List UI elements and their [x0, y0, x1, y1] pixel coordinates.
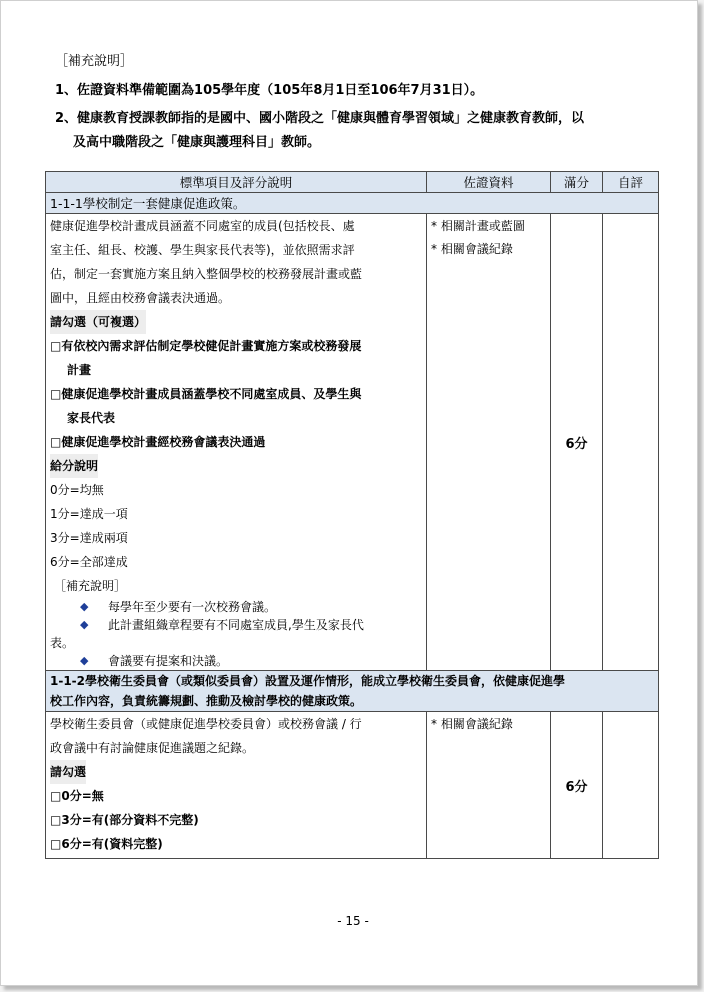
section-1-1-2-evidence [427, 712, 551, 859]
page-number: - 15 - [337, 914, 369, 928]
diamond-bullet-icon: ◆ [80, 654, 89, 667]
section-1-1-1-self-score[interactable] [603, 214, 659, 671]
desc-line: 政會議中有討論健康促進議題之紀錄。 [50, 741, 255, 755]
section-1-1-2-title-line1: 1-1-2學校衛生委員會（或類似委員會）設置及運作情形，能成立學校衛生委員會，依健康促進學 [50, 674, 566, 688]
scoring-item: 0分=均無 [50, 483, 104, 497]
evidence-item: * 相關會議紀錄 [431, 717, 513, 731]
scoring-item: 1分=達成一項 [50, 507, 128, 521]
section-1-1-1-full-score: 6分 [551, 214, 603, 671]
section-1-1-2-description [46, 712, 427, 859]
supplement-line-1: 1、佐證資料準備範圍為105學年度（105年8月1日至106年7月31日）。 [55, 83, 484, 98]
select-label: 請勾選 [50, 760, 86, 784]
section-1-1-2-title-line2: 校工作內容，負責統籌規劃、推動及檢討學校的健康政策。 [50, 694, 363, 708]
option-checkbox-1[interactable]: □有依校內需求評估制定學校健促計畫實施方案或校務發展 [50, 339, 362, 353]
scoring-item: 6分=全部達成 [50, 555, 128, 569]
diamond-bullet-icon: ◆ [80, 618, 89, 631]
section-1-1-1-row [46, 214, 659, 671]
supplement-line-2: 2、健康教育授課教師指的是國中、國小階段之「健康與體育學習領域」之健康教育教師，以 [55, 111, 585, 126]
evidence-item: * 相關會議紀錄 [431, 242, 513, 256]
section-1-1-2-full-score: 6分 [551, 712, 603, 859]
section-1-1-1-description [46, 214, 427, 671]
option-checkbox-3[interactable]: □3分=有(部分資料不完整) [50, 813, 199, 827]
section-1-1-1-title-row [46, 193, 659, 214]
table-header-row [46, 172, 659, 193]
option-2-cont: 家長代表 [67, 411, 116, 425]
header-self-score: 自評 [603, 172, 659, 193]
header-full-score: 滿分 [551, 172, 603, 193]
scoring-label: 給分說明 [50, 454, 98, 478]
desc-line: 估，制定一套實施方案且納入整個學校的校務發展計畫或藍 [50, 267, 363, 281]
section-1-1-2-row [46, 712, 659, 859]
section-1-1-1-title: 1-1-1學校制定一套健康促進政策。 [46, 193, 659, 214]
section-1-1-1-evidence [427, 214, 551, 671]
option-checkbox-6[interactable]: □6分=有(資料完整) [50, 837, 163, 851]
option-1-cont: 計畫 [67, 363, 92, 377]
desc-line: 圖中，且經由校務會議表決通過。 [50, 291, 231, 305]
select-label: 請勾選（可複選） [50, 310, 146, 334]
criteria-table [45, 171, 659, 859]
bullet-item: ◆ 會議要有提案和決議。 [80, 654, 229, 668]
option-checkbox-0[interactable]: □0分=無 [50, 789, 104, 803]
desc-line: 室主任、組長、校護、學生與家長代表等)，並依照需求評 [50, 243, 355, 257]
bullet-item: ◆ 此計畫組織章程要有不同處室成員,學生及家長代 [80, 618, 364, 632]
supplement-line-2-cont: 及高中職階段之「健康與護理科目」教師。 [73, 135, 321, 150]
header-evidence: 佐證資料 [427, 172, 551, 193]
header-criteria: 標準項目及評分說明 [46, 172, 427, 193]
section-1-1-2-title [46, 671, 659, 712]
desc-line: 健康促進學校計畫成員涵蓋不同處室的成員(包括校長、處 [50, 219, 355, 233]
bullet-item: ◆ 每學年至少要有一次校務會議。 [80, 600, 277, 614]
section-1-1-2-title-row [46, 671, 659, 712]
option-checkbox-3[interactable]: □健康促進學校計畫經校務會議表決通過 [50, 435, 266, 449]
evidence-item: * 相關計畫或藍圖 [431, 219, 525, 233]
inner-note-title: ［補充說明］ [54, 579, 127, 593]
supplement-title: ［補充說明］ [55, 54, 134, 69]
bullet-item-cont: 表。 [50, 636, 75, 650]
scoring-item: 3分=達成兩項 [50, 531, 128, 545]
desc-line: 學校衛生委員會（或健康促進學校委員會）或校務會議 / 行 [50, 717, 362, 731]
section-1-1-2-self-score[interactable] [603, 712, 659, 859]
diamond-bullet-icon: ◆ [80, 600, 89, 613]
option-checkbox-2[interactable]: □健康促進學校計畫成員涵蓋學校不同處室成員、及學生與 [50, 387, 362, 401]
